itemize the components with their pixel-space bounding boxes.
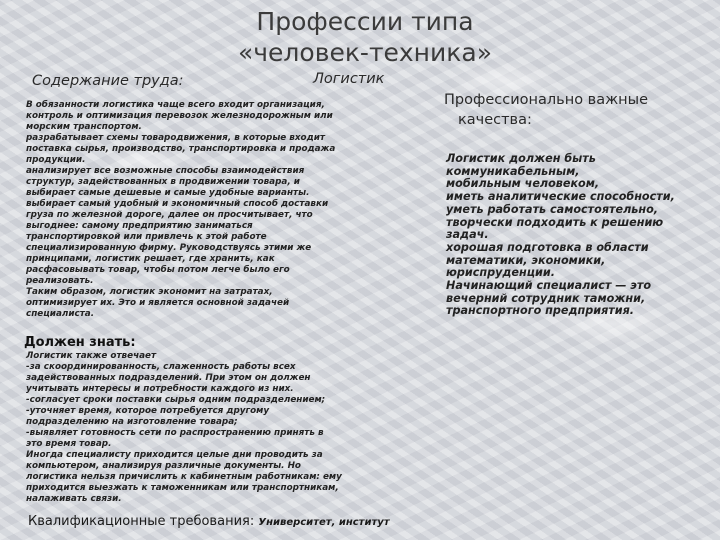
- qualities-text: Логистик должен быть коммуникабельным, мобильным человеком, иметь аналитические способности, уметь работать самостоятельно, творчески подходить к решению задач. хорошая подготовка в области математики, экономики, юриспруденции. Начинающий специалист — это вечерний сотрудник таможни, транспортного предприятия.: [446, 152, 675, 318]
- qualities-heading: [444, 90, 714, 130]
- qualities-heading-line2: качества:: [458, 112, 532, 128]
- slide-title: [150, 6, 580, 68]
- must-know-text: Логистик также отвечает -за скоординированность, слаженность работы всех задействованных подразделений. При этом он должен учитывать интересы и потребности каждого из них. -согласует сроки поставки сырья одним подразделением; -уточняет время, которое потребуется другому подразделению на изготовление товара; -выявляет готовность сети по распространению принять в это время товар. Иногда специалисту приходится целые дни проводить за компьютером, анализируя различные документы. Но логистика нельзя причислить к кабинетным работникам: ему приходится выезжать к таможенникам или транспортникам, налаживать связи.: [26, 351, 342, 504]
- qualification-line: [28, 514, 390, 531]
- qualification-value: Университет, институт: [258, 517, 390, 528]
- content-text: В обязанности логистика чаще всего входит организация, контроль и оптимизация перевозок железнодорожным или морским транспортом. разрабатывает схемы товародвижения, в которые входит поставка сырья, производство, транспортировка и продажа продукции. анализирует все возможные способы взаимодействия структур, задействованных в продвижении товара, и выбирает самые дешевые и самые удобные варианты. выбирает самый удобный и экономичный способ доставки груза по железной дороге, далее он просчитывает, что выгоднее: самому предприятию заниматься транспортировкой или привлечь к этой работе специализированную фирму. Руководствуясь этими же принципами, логистик решает, где хранить, как расфасовывать товар, чтобы потом легче было его реализовать. Таким образом, логистик экономит на затратах, оптимизирует их. Это и является основной задачей специалиста.: [26, 100, 336, 319]
- qualities-heading-line1: Профессионально важные: [444, 92, 649, 108]
- slide-title-line1: Профессии типа: [256, 7, 474, 36]
- profession-name: Логистик: [313, 71, 385, 87]
- content-heading: Содержание труда:: [32, 73, 184, 89]
- qualification-label: Квалификационные требования:: [28, 514, 255, 529]
- must-know-heading: Должен знать:: [24, 335, 136, 350]
- slide-title-line2: «человек-техника»: [237, 38, 492, 67]
